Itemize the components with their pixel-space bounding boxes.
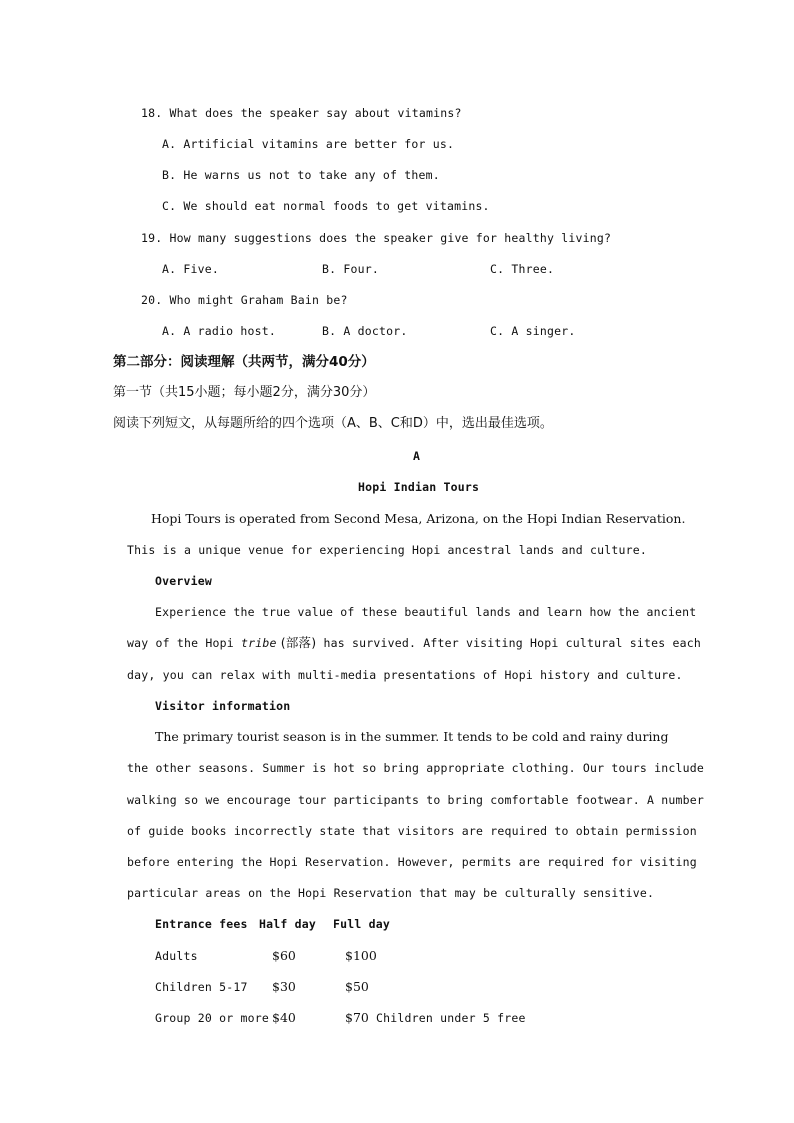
visitor-line-3: walking so we encourage tour participants to bring comfortable footwear. A number [127, 793, 705, 807]
fees-header-label: Entrance fees [155, 917, 248, 931]
question-19: 19. How many suggestions does the speaker give for healthy living? [141, 231, 612, 245]
fees-row-full: $50 [345, 979, 369, 994]
overview-line-2-pre: way of the Hopi [127, 636, 241, 650]
q19-option-c: C. Three. [490, 262, 555, 276]
instruction: 阅读下列短文，从每题所给的四个选项（A、B、C和D）中，选出最佳选项。 [113, 416, 553, 431]
q18-option-c: C. We should eat normal foods to get vitamins. [162, 199, 490, 213]
question-18: 18. What does the speaker say about vitamins? [141, 106, 462, 120]
visitor-line-5: before entering the Hopi Reservation. However, permits are required for visiting [127, 855, 697, 869]
q20-option-a: A. A radio host. [162, 324, 276, 338]
fees-row-label: Adults [155, 949, 198, 963]
fees-row-note: Children under 5 free [368, 1011, 526, 1025]
fees-row-full: $70 [345, 1010, 369, 1025]
visitor-line-2: the other seasons. Summer is hot so bring appropriate clothing. Our tours include [127, 761, 705, 775]
tribe-gloss: (部落) [276, 635, 317, 650]
visitor-line-4: of guide books incorrectly state that visitors are required to obtain permission [127, 824, 697, 838]
overview-line-2 [127, 635, 701, 651]
section-title: 第一节（共15小题；每小题2分，满分30分） [113, 385, 376, 400]
fees-row-half: $40 [272, 1010, 296, 1025]
passage-title: Hopi Indian Tours [358, 480, 480, 494]
fees-row-half: $60 [272, 948, 296, 963]
fees-row-full: $100 [345, 948, 377, 963]
q19-option-b: B. Four. [322, 262, 379, 276]
overview-heading: Overview [155, 574, 212, 588]
overview-line-1: Experience the true value of these beautiful lands and learn how the ancient [155, 605, 697, 619]
q19-option-a: A. Five. [162, 262, 219, 276]
fees-row-half: $30 [272, 979, 296, 994]
visitor-line-6: particular areas on the Hopi Reservation that may be culturally sensitive. [127, 886, 655, 900]
fees-header-full: Full day [333, 917, 390, 931]
question-20: 20. Who might Graham Bain be? [141, 293, 348, 307]
passage-letter: A [413, 449, 421, 463]
intro-line-2: This is a unique venue for experiencing Hopi ancestral lands and culture. [127, 543, 648, 557]
q20-option-c: C. A singer. [490, 324, 576, 338]
intro-line-1: Hopi Tours is operated from Second Mesa, Arizona, on the Hopi Indian Reservation. [151, 511, 686, 526]
fees-row-full-cell [345, 1010, 526, 1026]
visitor-heading: Visitor information [155, 699, 291, 713]
q18-option-a: A. Artificial vitamins are better for us. [162, 137, 455, 151]
fees-row-label: Children 5-17 [155, 980, 248, 994]
overview-line-3: day, you can relax with multi-media presentations of Hopi history and culture. [127, 668, 683, 682]
fees-header-half: Half day [259, 917, 316, 931]
part-title: 第二部分：阅读理解（共两节，满分40分） [113, 354, 375, 370]
visitor-line-1: The primary tourist season is in the summer. It tends to be cold and rainy during [155, 729, 669, 744]
q20-option-b: B. A doctor. [322, 324, 408, 338]
q18-option-b: B. He warns us not to take any of them. [162, 168, 440, 182]
fees-row-label: Group 20 or more [155, 1011, 269, 1025]
overview-line-2-post: has survived. After visiting Hopi cultural sites each [316, 636, 702, 650]
tribe-word: tribe [240, 636, 277, 650]
